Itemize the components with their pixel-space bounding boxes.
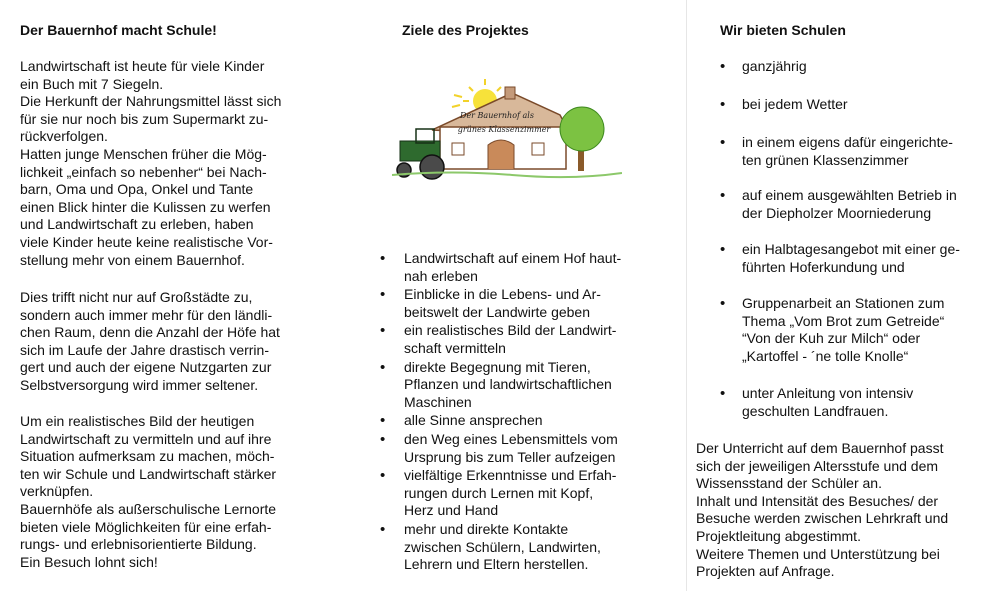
- list-item: [372, 412, 621, 430]
- list-item-line: führten Hoferkundung und: [742, 258, 905, 275]
- text-line: Hatten junge Menschen früher die Mög-: [20, 145, 267, 162]
- text-line: Projekten auf Anfrage.: [696, 563, 835, 580]
- heading-bauernhof-macht-schule: Der Bauernhof macht Schule!: [20, 22, 217, 38]
- list-item: [372, 467, 621, 520]
- list-item: [696, 96, 848, 114]
- list-item: [696, 385, 913, 420]
- list-item: [372, 431, 621, 466]
- list-item-line: rungen durch Lernen mit Kopf,: [404, 484, 594, 501]
- list-item: [696, 295, 944, 365]
- list-item: [372, 286, 621, 321]
- list-item: [696, 187, 957, 222]
- text-line: für sie nur noch bis zum Supermarkt zu-: [20, 110, 269, 127]
- text-line: verknüpfen.: [20, 483, 94, 500]
- list-item-line: zwischen Schülern, Landwirten,: [404, 538, 601, 555]
- list-item-line: schaft vermitteln: [404, 339, 506, 356]
- list-item: [696, 58, 807, 76]
- tractor-icon: [397, 129, 444, 179]
- intro-paragraph: [20, 58, 281, 269]
- list-item-line: der Diepholzer Moorniederung: [742, 204, 932, 221]
- list-item-line: Ursprung bis zum Teller aufzeigen: [404, 448, 616, 465]
- list-item-line: Maschinen: [404, 393, 472, 410]
- text-line: chen Raum, denn die Anzahl der Höfe hat: [20, 324, 280, 341]
- text-line: Projektleitung abgestimmt.: [696, 527, 861, 544]
- text-line: Der Unterricht auf dem Bauernhof passt: [696, 440, 944, 456]
- text-line: sondern auch immer mehr für den ländli-: [20, 306, 273, 323]
- text-line: Dies trifft nicht nur auf Großstädte zu,: [20, 289, 253, 305]
- list-item-line: „Kartoffel - ´ne tolle Knolle“: [742, 347, 909, 364]
- text-line: einen Blick hinter die Kulissen zu werfen: [20, 198, 271, 215]
- text-line: bieten viele Möglichkeiten für eine erfah-: [20, 518, 272, 535]
- list-item-line: ten grünen Klassenzimmer: [742, 151, 909, 168]
- list-item-line: Pflanzen und landwirtschaftlichen: [404, 376, 612, 393]
- text-line: rungs- und erlebnisorientierte Bildung.: [20, 536, 257, 553]
- list-item: [696, 241, 960, 276]
- text-line: Ein Besuch lohnt sich!: [20, 553, 158, 570]
- list-item-line: “Von der Kuh zur Milch“ oder: [742, 330, 921, 347]
- rural-paragraph: [20, 289, 280, 395]
- text-line: Situation aufmerksam zu machen, möch-: [20, 448, 275, 465]
- list-item-line: beitswelt der Landwirte geben: [404, 303, 591, 320]
- list-item-line: Herz und Hand: [404, 502, 499, 519]
- text-line: barn, Oma und Opa, Onkel und Tante: [20, 181, 254, 198]
- text-line: gert und auch der eigene Nutzgarten zur: [20, 359, 272, 376]
- list-item-line: • ganzjährig: [742, 58, 807, 74]
- heading-ziele-des-projektes: Ziele des Projektes: [402, 22, 529, 38]
- project-goals-list: [372, 250, 621, 575]
- list-item-line: • unter Anleitung von intensiv: [742, 385, 914, 401]
- text-line: Die Herkunft der Nahrungsmittel lässt sich: [20, 93, 282, 110]
- farm-illustration: [392, 75, 622, 190]
- list-item: [372, 359, 621, 412]
- text-line: ein Buch mit 7 Siegeln.: [20, 75, 164, 92]
- illustration-caption-line2: grünes Klassenzimmer: [457, 125, 551, 134]
- text-line: ten wir Schule und Landwirtschaft stärker: [20, 465, 277, 482]
- text-line: Landwirtschaft zu vermitteln und auf ihre: [20, 430, 272, 447]
- goal-paragraph: [20, 413, 276, 571]
- list-item-line: • alle Sinne ansprechen: [404, 412, 543, 429]
- list-item-line: geschulten Landfrauen.: [742, 402, 889, 419]
- list-item: [696, 134, 953, 169]
- list-item-line: • Einblicke in die Lebens- und Ar-: [404, 286, 601, 303]
- list-item-line: • bei jedem Wetter: [742, 96, 848, 112]
- list-item-line: nah erleben: [404, 267, 478, 284]
- list-item-line: • Gruppenarbeit an Stationen zum: [742, 295, 945, 311]
- list-item-line: • auf einem ausgewählten Betrieb in: [742, 187, 957, 203]
- text-line: Weitere Themen und Unterstützung bei: [696, 545, 940, 562]
- text-line: Inhalt und Intensität des Besuches/ der: [696, 492, 939, 509]
- text-line: sich der jeweiligen Altersstufe und dem: [696, 457, 939, 474]
- list-item: [372, 250, 621, 285]
- list-item-line: Lehrern und Eltern herstellen.: [404, 556, 589, 573]
- closing-paragraph: [696, 440, 948, 581]
- list-item-line: • ein Halbtagesangebot mit einer ge-: [742, 241, 960, 257]
- list-item: [372, 322, 621, 357]
- text-line: Landwirtschaft ist heute für viele Kinder: [20, 58, 265, 74]
- list-item-line: Thema „Vom Brot zum Getreide“: [742, 312, 945, 329]
- text-line: lichkeit „einfach so nebenher“ bei Nach-: [20, 163, 267, 180]
- list-item-line: • vielfältige Erkenntnisse und Erfah-: [404, 467, 617, 484]
- list-item-line: • direkte Begegnung mit Tieren,: [404, 358, 591, 375]
- text-line: sich im Laufe der Jahre drastisch verrin-: [20, 341, 269, 358]
- text-line: Selbstversorgung wird immer seltener.: [20, 376, 259, 393]
- list-item: [372, 521, 621, 574]
- text-line: Um ein realistisches Bild der heutigen: [20, 413, 255, 429]
- text-line: rückverfolgen.: [20, 128, 108, 145]
- list-item-line: • in einem eigens dafür eingerichte-: [742, 134, 953, 150]
- text-line: Besuche werden zwischen Lehrkraft und: [696, 510, 949, 527]
- heading-wir-bieten-schulen: Wir bieten Schulen: [720, 22, 846, 38]
- text-line: und Landwirtschaft zu erleben, haben: [20, 216, 254, 233]
- list-item-line: • Landwirtschaft auf einem Hof haut-: [404, 250, 622, 266]
- text-line: stellung mehr von einem Bauernhof.: [20, 251, 245, 268]
- list-item-line: • ein realistisches Bild der Landwirt-: [404, 322, 617, 339]
- text-line: Wissensstand der Schüler an.: [696, 475, 882, 492]
- list-item-line: • den Weg eines Lebensmittels vom: [404, 430, 618, 447]
- text-line: Bauernhöfe als außerschulische Lernorte: [20, 500, 277, 517]
- illustration-caption-line1: Der Bauernhof als: [460, 111, 534, 120]
- column-divider: [686, 0, 687, 591]
- text-line: viele Kinder heute keine realistische Vor-: [20, 233, 273, 250]
- list-item-line: • mehr und direkte Kontakte: [404, 520, 569, 537]
